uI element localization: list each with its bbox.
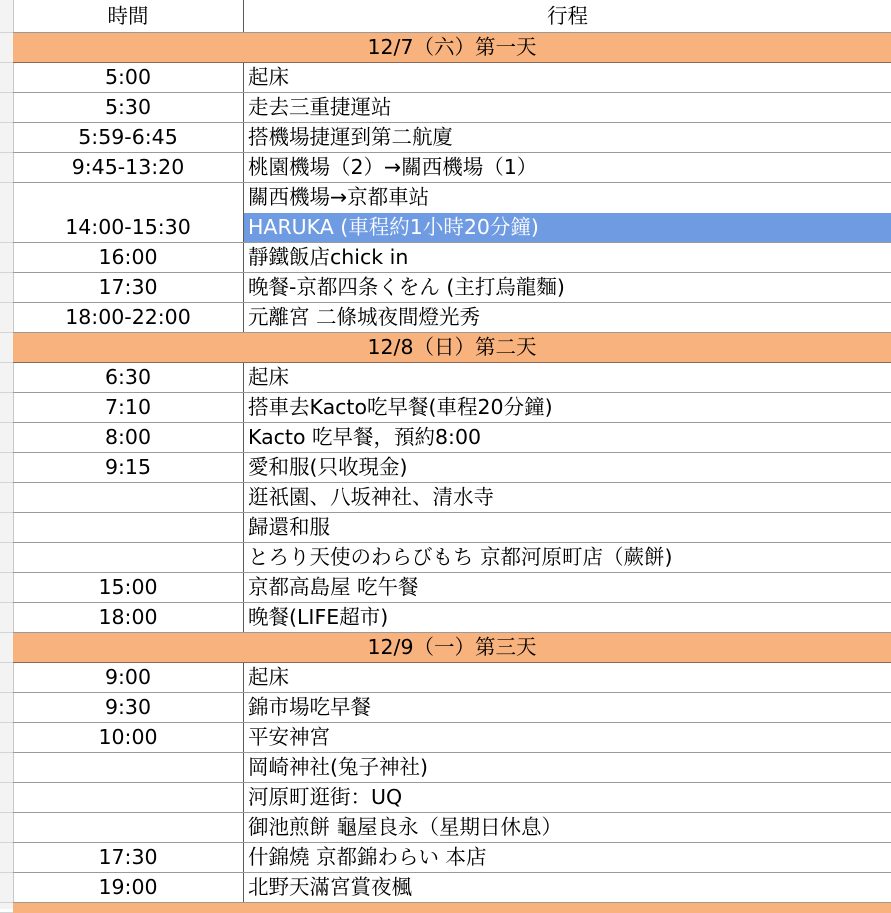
gutter-line — [0, 662, 13, 663]
itinerary-row — [13, 273, 891, 303]
day-header-row — [13, 633, 891, 663]
gutter-line — [0, 782, 13, 783]
itinerary-row — [13, 513, 891, 543]
time-cell[interactable] — [13, 783, 244, 812]
activity-cell[interactable]: 北野天滿宮賞夜楓 — [248, 875, 412, 899]
day-title[interactable]: 12/7（六）第一天 — [367, 35, 537, 59]
gutter-line — [0, 362, 13, 363]
gutter-line — [0, 452, 13, 453]
time-cell[interactable]: 17:30 — [13, 273, 244, 302]
gutter-line — [0, 272, 13, 273]
gutter-line — [0, 422, 13, 423]
itinerary-row — [13, 123, 891, 153]
gutter-line — [0, 752, 13, 753]
itinerary-row — [13, 303, 891, 333]
itinerary-row — [13, 243, 891, 273]
activity-cell[interactable]: 河原町逛街：UQ — [248, 785, 403, 809]
gutter-line — [0, 152, 13, 153]
time-cell[interactable]: 7:10 — [13, 393, 244, 422]
gutter-line — [0, 392, 13, 393]
header-activity[interactable]: 行程 — [547, 4, 588, 28]
gutter-line — [0, 512, 13, 513]
time-cell[interactable]: 9:00 — [13, 663, 244, 692]
activity-cell[interactable]: 愛和服(只收現金) — [248, 455, 408, 479]
time-cell[interactable]: 16:00 — [13, 243, 244, 272]
itinerary-row — [13, 783, 891, 813]
itinerary-row — [13, 93, 891, 123]
day-header-row — [13, 333, 891, 363]
time-cell[interactable]: 5:30 — [13, 93, 244, 122]
itinerary-row — [13, 393, 891, 423]
itinerary-row — [13, 483, 891, 513]
gutter-line — [0, 572, 13, 573]
activity-cell[interactable]: 錦市場吃早餐 — [248, 695, 371, 719]
next-day-band — [13, 903, 891, 913]
header-time[interactable]: 時間 — [13, 0, 244, 32]
activity-cell[interactable]: 桃園機場（2）→關西機場（1） — [248, 155, 538, 179]
activity-cell[interactable]: 靜鐵飯店chick in — [248, 245, 409, 269]
gutter-line — [0, 32, 13, 33]
itinerary-row — [13, 693, 891, 723]
activity-cell[interactable]: 搭車去Kacto吃早餐(車程20分鐘) — [248, 395, 553, 419]
activity-cell[interactable]: 起床 — [248, 665, 289, 689]
itinerary-row — [13, 603, 891, 633]
activity-cell[interactable]: 什錦燒 京都錦わらい 本店 — [248, 845, 487, 869]
gutter-line — [0, 722, 13, 723]
activity-cell[interactable]: 歸還和服 — [248, 515, 330, 539]
time-cell[interactable]: 18:00 — [13, 603, 244, 632]
activity-cell[interactable]: 逛祇園、八坂神社、清水寺 — [248, 485, 494, 509]
time-cell[interactable] — [13, 483, 244, 512]
gutter-line — [0, 812, 13, 813]
time-cell[interactable]: 9:45-13:20 — [13, 153, 244, 182]
itinerary-row — [13, 873, 891, 903]
activity-line[interactable]: 關西機場→京都車站 — [248, 185, 430, 209]
activity-cell[interactable]: 京都高島屋 吃午餐 — [248, 575, 419, 599]
gutter-line — [0, 482, 13, 483]
activity-cell[interactable]: 晚餐(LIFE超市) — [248, 605, 389, 629]
itinerary-row — [13, 573, 891, 603]
time-cell[interactable]: 8:00 — [13, 423, 244, 452]
itinerary-row — [13, 63, 891, 93]
itinerary-row — [13, 423, 891, 453]
time-cell[interactable]: 15:00 — [13, 573, 244, 602]
time-cell[interactable]: 19:00 — [13, 873, 244, 902]
itinerary-row — [13, 843, 891, 873]
activity-cell[interactable]: 走去三重捷運站 — [248, 95, 392, 119]
gutter-line — [0, 542, 13, 543]
itinerary-row — [13, 183, 891, 243]
time-cell[interactable] — [13, 753, 244, 782]
gutter-line — [0, 302, 13, 303]
itinerary-row — [13, 453, 891, 483]
itinerary-row — [13, 723, 891, 753]
itinerary-row — [13, 753, 891, 783]
time-cell[interactable]: 5:00 — [13, 63, 244, 92]
activity-cell[interactable]: 搭機場捷運到第二航廈 — [248, 125, 453, 149]
activity-cell[interactable]: 平安神宮 — [248, 725, 330, 749]
activity-cell[interactable]: 岡崎神社(兔子神社) — [248, 755, 428, 779]
activity-cell[interactable]: 元離宮 二條城夜間燈光秀 — [248, 305, 481, 329]
gutter-line — [0, 332, 13, 333]
gutter-line — [0, 872, 13, 873]
activity-cell[interactable]: とろり天使のわらびもち 京都河原町店（蕨餅) — [248, 545, 673, 569]
time-cell[interactable]: 17:30 — [13, 843, 244, 872]
gutter-line — [0, 122, 13, 123]
time-cell[interactable]: 10:00 — [13, 723, 244, 752]
time-cell[interactable]: 9:30 — [13, 693, 244, 722]
gutter-line — [0, 92, 13, 93]
activity-cell[interactable]: 起床 — [248, 365, 289, 389]
day-header-row — [13, 33, 891, 63]
gutter-line — [0, 602, 13, 603]
itinerary-row — [13, 813, 891, 843]
day-title[interactable]: 12/8（日）第二天 — [367, 335, 537, 359]
activity-cell[interactable]: 起床 — [248, 65, 289, 89]
time-cell[interactable]: 14:00-15:30 — [13, 183, 244, 242]
time-cell[interactable]: 6:30 — [13, 363, 244, 392]
time-cell[interactable]: 5:59-6:45 — [13, 123, 244, 152]
selected-activity-line[interactable]: HARUKA (車程約1小時20分鐘) — [244, 213, 891, 243]
gutter-line — [0, 182, 13, 183]
gutter-line — [0, 902, 13, 903]
gutter-line — [0, 242, 13, 243]
activity-cell[interactable]: 御池煎餅 龜屋良永（星期日休息） — [248, 815, 563, 839]
activity-cell[interactable]: Kacto 吃早餐，預約8:00 — [248, 425, 482, 449]
itinerary-table — [13, 0, 891, 913]
row-gutter — [0, 0, 14, 909]
gutter-line — [0, 632, 13, 633]
gutter-line — [0, 842, 13, 843]
header-row — [13, 0, 891, 33]
activity-cell[interactable] — [244, 183, 891, 242]
time-cell[interactable]: 9:15 — [13, 453, 244, 482]
gutter-line — [0, 692, 13, 693]
itinerary-row — [13, 153, 891, 183]
time-cell[interactable] — [13, 543, 244, 572]
itinerary-row — [13, 363, 891, 393]
day-title[interactable]: 12/9（一）第三天 — [367, 635, 537, 659]
itinerary-row — [13, 663, 891, 693]
time-cell[interactable] — [13, 813, 244, 842]
gutter-line — [0, 62, 13, 63]
time-cell[interactable]: 18:00-22:00 — [13, 303, 244, 332]
time-cell[interactable] — [13, 513, 244, 542]
itinerary-row — [13, 543, 891, 573]
activity-cell[interactable]: 晚餐-京都四条くをん (主打烏龍麵) — [248, 275, 565, 299]
